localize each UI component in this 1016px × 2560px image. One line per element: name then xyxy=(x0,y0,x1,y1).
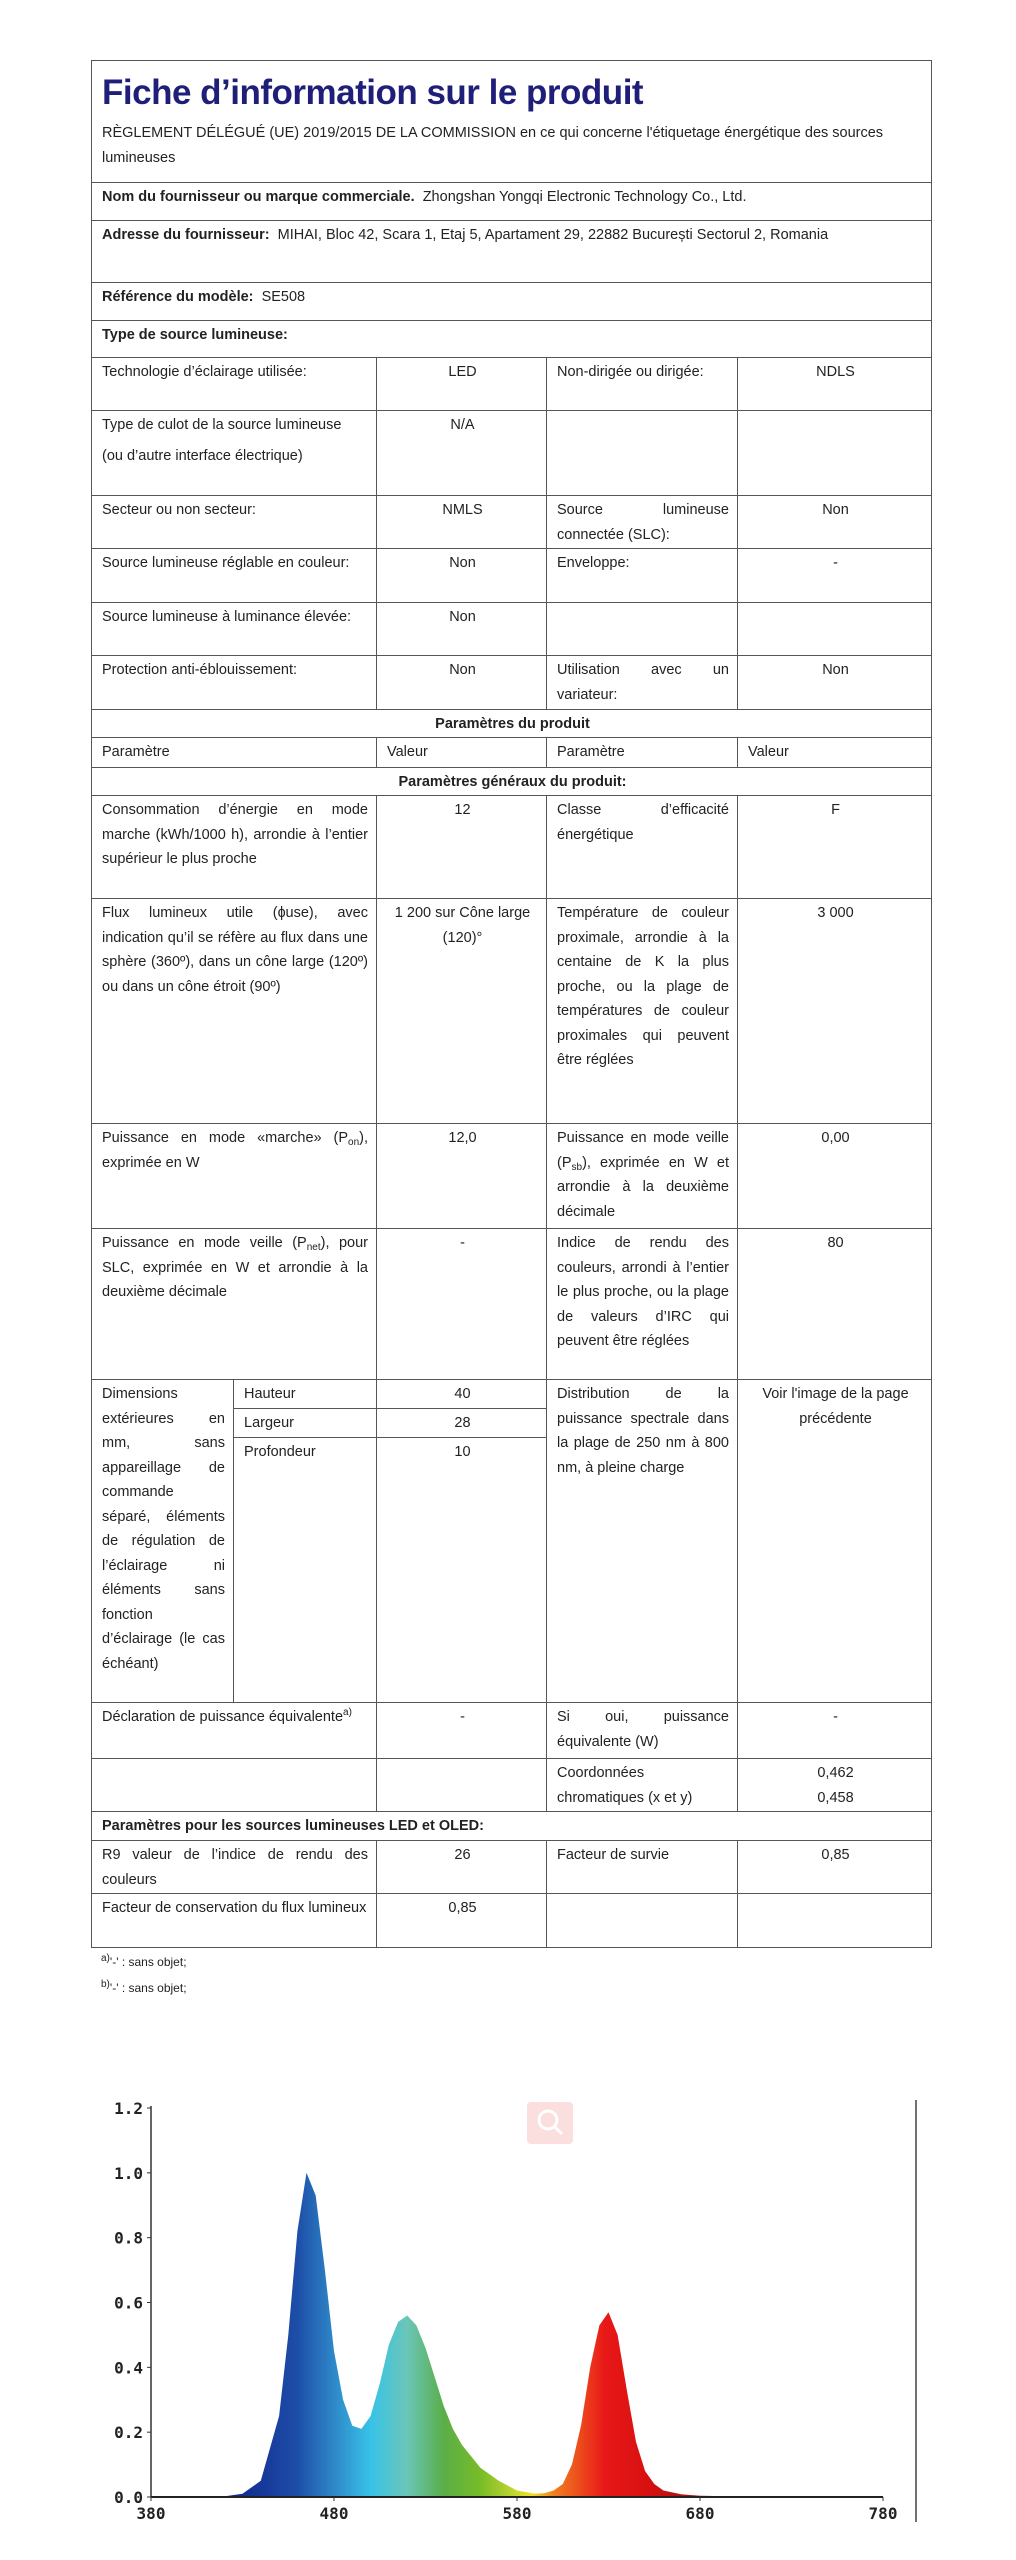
param-label: R9 valeur de l’indice de rendu des couleurs xyxy=(92,1841,377,1894)
dim-label: Hauteur xyxy=(234,1380,377,1409)
col-header-param: Paramètre xyxy=(92,738,377,768)
y-tick-label: 0.8 xyxy=(114,2228,143,2248)
param-label: Source lumineuse à luminance élevée: xyxy=(92,603,377,656)
param-value: NDLS xyxy=(738,358,932,411)
empty-cell xyxy=(547,1894,738,1948)
table-row xyxy=(92,358,932,411)
text: ), pour SLC, exprimée en W et arrondie à la deuxième décimale xyxy=(102,1235,368,1300)
dim-value: 40 xyxy=(377,1380,547,1409)
param-value: Non xyxy=(377,603,547,656)
dim-label: Profondeur xyxy=(234,1438,377,1703)
product-information-sheet xyxy=(91,60,931,2002)
param-value: - xyxy=(377,1703,547,1759)
table-row xyxy=(92,1380,932,1409)
regulation-text: RÈGLEMENT DÉLÉGUÉ (UE) 2019/2015 DE LA COMMISSION en ce qui concerne l'étiquetage énergétique des sources lumineuses xyxy=(102,125,884,166)
table-row xyxy=(92,496,932,549)
param-value: 0,85 xyxy=(738,1841,932,1894)
param-label: Coordonnées chromatiques (x et y) xyxy=(547,1759,738,1812)
text: ), exprimée en W et arrondie à la deuxième décimale xyxy=(557,1154,729,1220)
param-label: Si oui, puissance équivalente (W) xyxy=(547,1703,738,1759)
x-tick-label: 380 xyxy=(136,2504,166,2523)
subscript: on xyxy=(348,1137,360,1148)
param-label: Technologie d’éclairage utilisée: xyxy=(92,358,377,411)
supplier-label: Nom du fournisseur ou marque commerciale. xyxy=(102,189,415,205)
footnote xyxy=(91,1948,931,1976)
param-value: 26 xyxy=(377,1841,547,1894)
y-tick-label: 0.6 xyxy=(114,2293,143,2313)
empty-cell xyxy=(547,603,738,656)
subscript: sb xyxy=(571,1161,583,1173)
table-row xyxy=(92,1841,932,1894)
param-value: Voir l'image de la page précédente xyxy=(738,1380,932,1703)
param-label: Classe d’efficacité énergétique xyxy=(547,796,738,899)
table-row xyxy=(92,603,932,656)
model-row xyxy=(92,283,932,321)
column-header-row xyxy=(92,738,932,768)
param-label: Facteur de conservation du flux lumineux xyxy=(92,1894,377,1948)
table-row xyxy=(92,549,932,603)
empty-cell xyxy=(738,1894,932,1948)
model-value: SE508 xyxy=(261,289,306,305)
footnote-text: '-' : sans objet; xyxy=(109,1955,187,1969)
param-label: Source lumineuse réglable en couleur: xyxy=(92,549,377,603)
param-label: Protection anti-éblouissement: xyxy=(92,656,377,710)
table-row xyxy=(92,899,932,1124)
x-tick-label: 480 xyxy=(319,2504,349,2523)
text: Puissance en mode «marche» (P xyxy=(102,1130,349,1146)
address-label: Adresse du fournisseur: xyxy=(102,227,270,243)
table-row xyxy=(92,411,932,496)
param-value: 0,00 xyxy=(738,1124,932,1229)
spectrum-area xyxy=(151,2173,883,2497)
subscript: net xyxy=(306,1242,321,1253)
x-tick-label: 580 xyxy=(502,2504,532,2523)
param-label: Non-dirigée ou dirigée: xyxy=(547,358,738,411)
param-label xyxy=(92,411,377,496)
table-row xyxy=(92,1759,932,1812)
table-row xyxy=(92,1229,932,1380)
param-value: 80 xyxy=(738,1229,932,1380)
param-label xyxy=(92,1229,377,1380)
param-value: N/A xyxy=(377,411,547,496)
x-tick-label: 780 xyxy=(868,2504,898,2523)
text: Puissance en mode veille (P xyxy=(557,1130,729,1171)
col-header-param: Paramètre xyxy=(547,738,738,768)
param-value: 3 000 xyxy=(738,899,932,1124)
param-value: F xyxy=(738,796,932,899)
param-label: Flux lumineux utile (ɸuse), avec indication qu’il se réfère au flux dans une sphère (360º), dans un cône large (120º) ou dans un cône étroit (90º) xyxy=(92,899,377,1124)
text: ), exprimée en W xyxy=(102,1130,368,1171)
page-title: Fiche d’information sur le produit xyxy=(102,73,644,112)
param-label xyxy=(547,1124,738,1229)
supplier-row xyxy=(92,183,932,221)
param-value: Non xyxy=(377,656,547,710)
model-label: Référence du modèle: xyxy=(102,289,254,305)
param-label: Distribution de la puissance spectrale dans la plage de 250 nm à 800 nm, à pleine charge xyxy=(547,1380,738,1703)
col-header-value: Valeur xyxy=(377,738,547,768)
param-label: Utilisation avec un variateur: xyxy=(547,656,738,710)
general-params-heading: Paramètres généraux du produit: xyxy=(92,768,932,796)
param-value: Non xyxy=(377,549,547,603)
param-value: 0,85 xyxy=(377,1894,547,1948)
dim-label: Largeur xyxy=(234,1409,377,1438)
led-params-heading: Paramètres pour les sources lumineuses LED et OLED: xyxy=(92,1812,932,1841)
param-label: Indice de rendu des couleurs, arrondi à l’entier le plus proche, ou la plage de valeurs d’IRC qui peuvent être réglées xyxy=(547,1229,738,1380)
param-label: Dimensions extérieures en mm, sans appareillage de commande séparé, éléments de régulation de l’éclairage ni éléments sans fonction d’éclairage (le cas échéant) xyxy=(92,1380,234,1703)
supplier-value: Zhongshan Yongqi Electronic Technology Co., Ltd. xyxy=(422,189,747,205)
text: Puissance en mode veille (P xyxy=(102,1235,307,1251)
param-value: Non xyxy=(738,496,932,549)
footnote-text: '-' : sans objet; xyxy=(109,1981,187,1995)
param-value: 12,0 xyxy=(377,1124,547,1229)
y-tick-label: 1.0 xyxy=(114,2163,143,2183)
table-row xyxy=(92,656,932,710)
empty-cell xyxy=(377,1759,547,1812)
product-params-heading: Paramètres du produit xyxy=(92,710,932,738)
param-label: Source lumineuse connectée (SLC): xyxy=(547,496,738,549)
chroma-y: 0,458 xyxy=(817,1789,854,1806)
header-cell xyxy=(92,61,932,183)
param-label xyxy=(92,1124,377,1229)
address-value: MIHAI, Bloc 42, Scara 1, Etaj 5, Apartament 29, 22882 București Sectorul 2, Romania xyxy=(277,227,829,243)
footnote-mark: a) xyxy=(101,1953,110,1964)
param-label xyxy=(92,1703,377,1759)
footnote-mark: b) xyxy=(101,1979,110,1990)
param-label: Enveloppe: xyxy=(547,549,738,603)
spectral-distribution-chart xyxy=(0,2100,1016,2540)
table-row xyxy=(92,1703,932,1759)
empty-cell xyxy=(92,1759,377,1812)
param-value xyxy=(738,1759,932,1812)
param-label: Température de couleur proximale, arrondie à la centaine de K la plus proche, ou la plage de températures de couleur proximales qui peuvent être réglées xyxy=(547,899,738,1124)
param-value: Non xyxy=(738,656,932,710)
chroma-x: 0,462 xyxy=(817,1765,854,1781)
product-info-table xyxy=(91,60,932,1948)
param-value: 12 xyxy=(377,796,547,899)
empty-cell xyxy=(738,603,932,656)
y-tick-label: 0.4 xyxy=(114,2358,143,2378)
param-label: Secteur ou non secteur: xyxy=(92,496,377,549)
dim-value: 28 xyxy=(377,1409,547,1438)
y-tick-label: 1.2 xyxy=(114,2100,143,2118)
param-value: LED xyxy=(377,358,547,411)
y-tick-label: 0.2 xyxy=(114,2423,143,2443)
culot-note: (ou d’autre interface électrique) xyxy=(102,447,303,464)
param-value: - xyxy=(738,549,932,603)
table-row xyxy=(92,796,932,899)
zoom-magnifier-icon[interactable] xyxy=(527,2102,573,2144)
param-value: - xyxy=(738,1703,932,1759)
empty-cell xyxy=(738,411,932,496)
text: Déclaration de puissance équivalente xyxy=(102,1709,344,1725)
dim-value: 10 xyxy=(377,1438,547,1703)
table-row xyxy=(92,1894,932,1948)
table-row xyxy=(92,1124,932,1229)
y-tick-label: 0.0 xyxy=(114,2488,143,2507)
param-value: 1 200 sur Cône large (120)° xyxy=(377,899,547,1124)
param-label: Consommation d’énergie en mode marche (kWh/1000 h), arrondie à l’entier supérieur le plus proche xyxy=(92,796,377,899)
footnote-ref: a) xyxy=(343,1707,352,1719)
footnote xyxy=(91,1974,931,2002)
source-type-heading: Type de source lumineuse: xyxy=(92,321,932,358)
culot-label: Type de culot de la source lumineuse xyxy=(102,417,342,433)
param-value: - xyxy=(377,1229,547,1380)
empty-cell xyxy=(547,411,738,496)
param-label: Facteur de survie xyxy=(547,1841,738,1894)
col-header-value: Valeur xyxy=(738,738,932,768)
address-row xyxy=(92,221,932,283)
param-value: NMLS xyxy=(377,496,547,549)
x-tick-label: 680 xyxy=(685,2504,715,2523)
